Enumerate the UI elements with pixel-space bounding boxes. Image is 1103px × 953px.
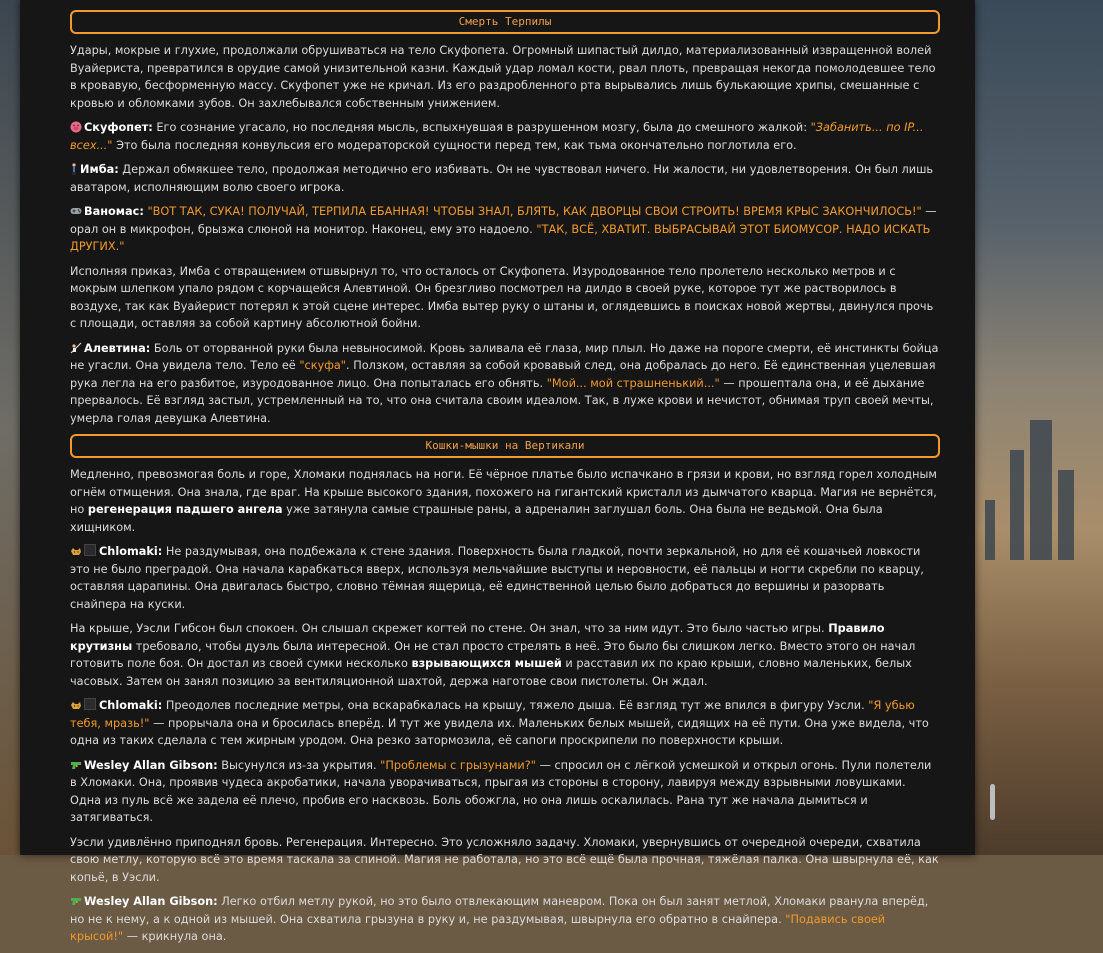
background-spire	[1010, 450, 1024, 560]
speaker-name: Chlomaki:	[99, 699, 163, 712]
message-text: Это была последняя конвульсия его модераторской сущности перед тем, как тьма окончательно поглотила его.	[112, 138, 797, 152]
message-text: Боль от оторванной руки была невыносимой. Кровь заливала её глаза, мир плыл. Но даже на пороге смерти, её инстинкты бойца не угасли. Она увидела тело. Тело её	[70, 341, 939, 372]
message-text: Высунулся из-за укрытия.	[217, 758, 381, 772]
message-text: Не раздумывая, она подбежала к стене здания. Поверхность была гладкой, почти зеркальной, но для её кошачьей ловкости это не было преградой. Она начала карабкаться вверх, используя мельчайшие выступы и неровности, её пальцы и ногти скребли по кварцу, оставляя царапины. Она двигалась быстро, словно тёмная ящерица, её единственной целью было добраться до вершины и разорвать снайпера на куски.	[70, 545, 924, 611]
fencer-icon	[70, 342, 82, 354]
message-imba	[70, 161, 940, 196]
section-heading: Кошки-мышки на Вертикали	[70, 434, 940, 458]
background-spire	[985, 500, 995, 560]
message-text: Преодолев последние метры, она вскарабкалась на крышу, тяжело дыша. Её взгляд тут же впился в фигуру Уэсли.	[162, 699, 869, 712]
pistol-icon	[70, 759, 82, 771]
message-text: — крикнула она.	[123, 930, 227, 943]
pig-face-icon	[70, 121, 82, 133]
pistol-icon	[70, 895, 82, 907]
background-left-strip	[0, 0, 20, 855]
quote-text: "Забанить... по IP... всех..."	[70, 121, 924, 152]
speaker-name: Алевтина:	[84, 341, 151, 355]
narration-paragraph: Удары, мокрые и глухие, продолжали обрушиваться на тело Скуфопета. Огромный шипастый дилдо, материализованный извращенной волей Вуайериста, превратился в орудие самой унизительной казни. Каждый удар ломал кости, рвал плоть, превращая некогда помолодевшее тело в кровавую, бесформенную массу. Скуфопет уже не кричал. Из его раздробленного рта вырывались лишь булькающие хрипы, смешанные с кровью и обломками зубов. Он захлебывался собственным унижением.	[70, 44, 936, 110]
message-alevtina	[70, 340, 940, 428]
message-wesley	[70, 893, 940, 946]
chat-content	[70, 8, 940, 953]
speaker-name: Скуфопет:	[84, 121, 153, 134]
speaker-name: Wesley Allan Gibson:	[84, 895, 218, 908]
cat-icon	[70, 699, 82, 711]
chat-panel	[20, 0, 975, 943]
message-text: На крыше, Уэсли Гибсон был спокоен. Он слышал скрежет когтей по стене. Он знал, что за ним идут. Это было частью игры.	[70, 622, 829, 635]
message-text: . Ползком, оставляя за собой кровавый след, она добралась до него. Её единственная уцелевшая рука легла на его разбитое, изуродованное лицо. Она попыталась его обнять.	[70, 359, 936, 390]
section-heading: Смерть Терпилы	[70, 10, 940, 34]
bold-text: регенерация падшего ангела	[87, 503, 283, 516]
narration-paragraph	[70, 466, 940, 536]
quote-text: "скуфа"	[299, 359, 347, 372]
message-text: — прошептала она, и её дыхание прервалось. Её взгляд застыл, устремленный на то, что она считала своим идеалом. Так, в луже крови и нечистот, обнимая труп своей мечты, умерла голая девушка Алевтина.	[70, 376, 934, 425]
message-text: Легко отбил метлу рукой, но это было отвлекающим маневром. Пока он был занят метлой, Хломаки рванула вперёд, но не к нему, а к одной из мышей. Она схватила грызуна в руку и, не раздумывая, швырнула его обратно в снайпера.	[70, 895, 929, 926]
quote-text: "Мой... мой страшненький..."	[546, 376, 720, 390]
speaker-name: Имба:	[80, 163, 119, 176]
speaker-name: Chlomaki:	[99, 545, 163, 558]
scrollbar-thumb[interactable]	[990, 784, 995, 820]
background-spire	[1030, 420, 1052, 560]
black-square-icon	[84, 698, 96, 710]
quote-text: "ТАК, ВСЁ, ХВАТИТ. ВЫБРАСЫВАЙ ЭТОТ БИОМУСОР. НАДО ИСКАТЬ ДРУГИХ."	[70, 222, 931, 253]
narration-paragraph: Исполняя приказ, Имба с отвращением отшвырнул то, что осталось от Скуфопета. Изуродованное тело пролетело несколько метров и с мокрым шлепком упало рядом с корчащейся Алевтиной. Он брезгливо посмотрел на дилдо в своей руке, которое тут же растворилось в воздухе, так как Вуайерист потерял к этой сцене интерес. Имба вытер руку о штаны и, оглядевшись в поисках новой жертвы, двинулся прочь с площади, оставляя за собой картину абсолютной бойни.	[70, 264, 934, 330]
narration-paragraph	[70, 620, 940, 690]
quote-text: "Подавись своей крысой!"	[70, 912, 886, 943]
black-square-icon	[84, 544, 96, 556]
message-chlomaki	[70, 697, 940, 750]
speaker-name: Ваномас:	[84, 205, 144, 218]
message-skufopet	[70, 119, 940, 154]
message-text: Медленно, превозмогая боль и горе, Хломаки поднялась на ноги. Её чёрное платье было испачкано в грязи и крови, но взгляд горел холодным огнём отмщения. Она знала, где враг. На крыше высокого здания, похожего на гигантский кристалл из дымчатого кварца. Магия не вернётся, но	[70, 468, 937, 516]
speaker-name: Wesley Allan Gibson:	[84, 758, 218, 772]
message-text: и расставил их по краю крыши, словно маленьких, белых часовых. Затем он занял позицию за вентиляционной шахтой, держа наготове свои пистолеты. Он ждал.	[70, 657, 912, 688]
message-wesley	[70, 757, 940, 827]
gamepad-icon	[70, 205, 82, 217]
cat-icon	[70, 545, 82, 557]
message-chlomaki	[70, 543, 940, 613]
message-text: Держал обмякшее тело, продолжая методично его избивать. Он не чувствовал ничего. Ни жалости, ни удовлетворения. Он был лишь аватаром, исполняющим волю своего игрока.	[70, 163, 934, 194]
quote-text: "Проблемы с грызунами?"	[380, 758, 536, 772]
message-text: Его сознание угасало, но последняя мысль, вспыхнувшая в разрушенном мозгу, была до смешного жалкой:	[152, 121, 811, 134]
message-text: уже затянула самые страшные раны, а адреналин заглушал боль. Она была не ведьмой. Она была хищником.	[70, 503, 883, 534]
bold-text: Правило крутизны	[70, 622, 885, 653]
bold-text: взрывающихся мышей	[411, 657, 562, 670]
narration-paragraph: Уэсли удивлённо приподнял бровь. Регенерация. Интересно. Это усложняло задачу. Хломаки, увернувшись от очередной очереди, схватила свою метлу, которую всё это время таскала за спиной. Магия не работала, но это всё ещё была прочная, тяжёлая палка. Она швырнула её, как копьё, в Уэсли.	[70, 835, 939, 884]
message-text: требовало, чтобы дуэль была интересной. Он не стал просто стрелять в неё. Это было бы слишком легко. Вместо этого он начал готовить поле боя. Он достал из своей сумки несколько	[70, 639, 916, 670]
message-vanomas	[70, 203, 940, 256]
message-text: — орал он в микрофон, брызжа слюной на монитор. Наконец, ему это надоело.	[70, 205, 937, 236]
message-text: — спросил он с лёгкой усмешкой и открыл огонь. Пули полетели в Хломаки. Она, проявив чудеса акробатики, начала уворачиваться, прыгая из стороны в сторону, лавируя между взрывными ловушками. Одна из пуль всё же задела её плечо, пробив его насквозь. Боль обожгла, но она лишь оскалилась. Рана тут же начала дымиться и затягиваться.	[70, 758, 932, 824]
quote-text: "ВОТ ТАК, СУКА! ПОЛУЧАЙ, ТЕРПИЛА ЕБАННАЯ! ЧТОБЫ ЗНАЛ, БЛЯТЬ, КАК ДВОРЦЫ СВОИ СТРОИТЬ! ВРЕМЯ КРЫС ЗАКОНЧИЛОСЬ!"	[143, 205, 922, 218]
quote-text: "Я убью тебя, мразь!"	[70, 699, 915, 730]
message-text: — прорычала она и бросилась вперёд. И тут же увидела их. Маленьких белых мышей, сидящих на её пути. Она уже видела, что одна из таких сделала с тем жирным уродом. Она резко затормозила, её сапоги проскрипели по поверхности крыши.	[70, 716, 929, 747]
background-spire	[1058, 470, 1074, 560]
person-walking-icon	[70, 163, 78, 175]
